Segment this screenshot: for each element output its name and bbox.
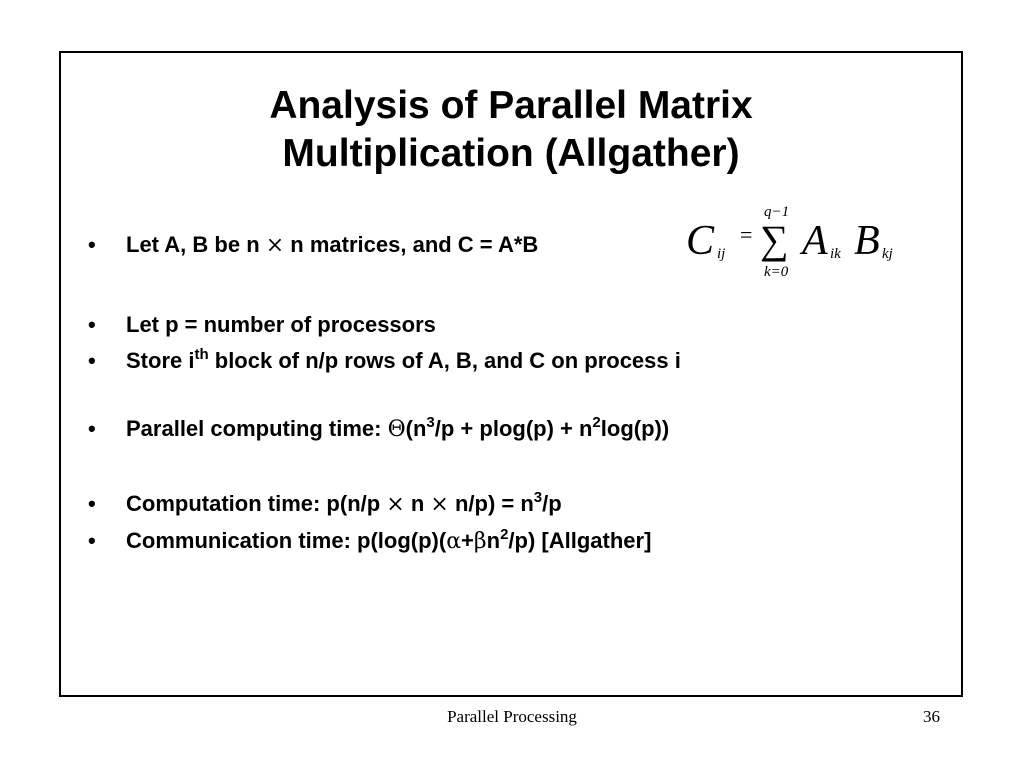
bullet-text: Computation time: $p(n/p \times n \times n/p) = n^3/p$: [126, 489, 562, 517]
bullet-marker: •: [88, 232, 96, 257]
formula-c-subscript: ij: [717, 246, 726, 262]
bullet-text: Store $i^{th}$ block of n/p rows of A, B, and C on process i: [126, 346, 681, 373]
bullet-marker: •: [88, 416, 96, 441]
bullet-marker: •: [88, 312, 96, 337]
bullet-text: Let p = number of processors: [126, 312, 436, 337]
slide-title: [59, 82, 963, 178]
theta-symbol: Θ: [387, 417, 406, 442]
formula-lower-limit: k=0: [764, 264, 789, 280]
formula-equals: =: [740, 222, 753, 247]
title-line-1: Analysis of Parallel Matrix: [269, 84, 753, 127]
summation-formula: [684, 196, 914, 288]
title-line-2: Multiplication (Allgather): [282, 132, 740, 175]
beta-symbol: β: [473, 529, 487, 554]
formula-upper-limit: q−1: [764, 204, 790, 220]
bullet-marker: •: [88, 348, 96, 373]
formula-c-symbol: C: [686, 218, 715, 264]
formula-b-subscript: kj: [882, 246, 893, 262]
bullet-marker: •: [88, 491, 96, 516]
times-symbol: ×: [430, 492, 449, 517]
alpha-symbol: α: [446, 529, 462, 554]
formula-sigma: ∑: [760, 217, 789, 262]
bullet-marker: •: [88, 528, 96, 553]
bullet-text: Let A, B be n × n matrices, and C = A*B: [126, 232, 539, 258]
bullet-text: Communication time: $p(\log(p)(\alpha+\beta n^2/p)$ [Allgather]: [126, 526, 652, 554]
times-symbol: ×: [386, 492, 405, 517]
page-number: 36: [923, 707, 940, 726]
formula-a-symbol: A: [802, 218, 828, 264]
times-symbol: ×: [265, 233, 285, 258]
formula-b-symbol: B: [854, 218, 880, 264]
footer-title: Parallel Processing: [447, 707, 577, 726]
formula-a-subscript: ik: [830, 246, 841, 262]
bullet-text: Parallel computing time: $\Theta(n^3/p + plog(p) + n^2\log(p))$: [126, 414, 670, 442]
